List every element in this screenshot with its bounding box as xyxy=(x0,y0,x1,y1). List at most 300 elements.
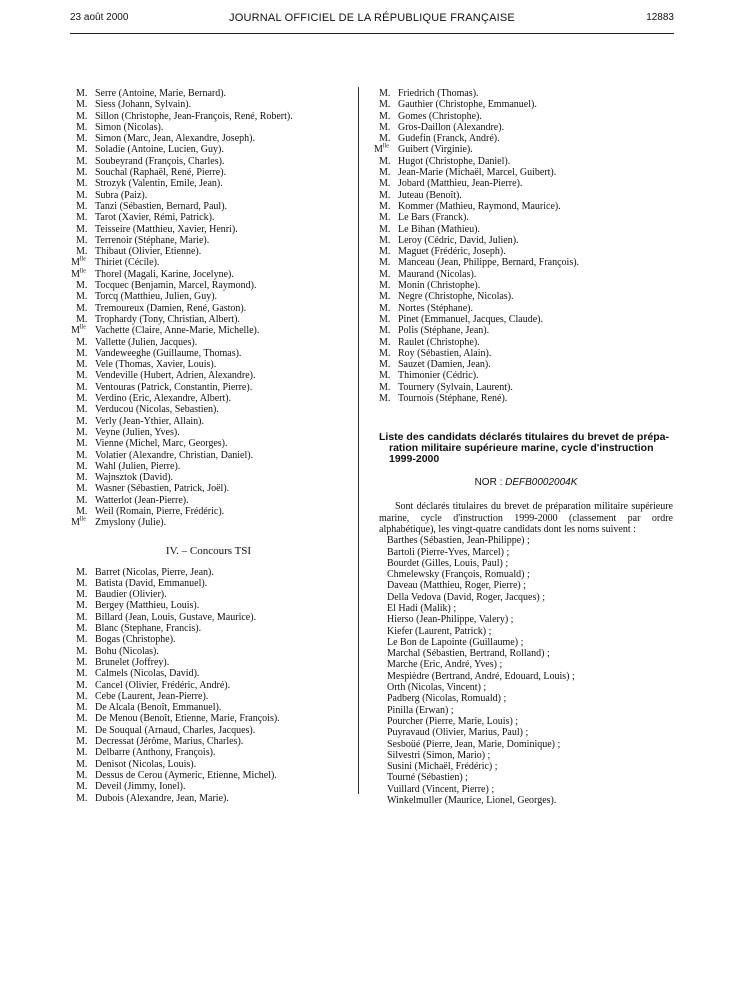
person-name: Verly (Jean-Ythier, Allain). xyxy=(95,415,205,427)
notice-title xyxy=(379,432,673,465)
civility: M. xyxy=(76,483,88,495)
name-row xyxy=(379,393,673,404)
person-name: Dubois (Alexandre, Jean, Marie). xyxy=(95,792,229,804)
civility: M. xyxy=(379,381,391,393)
notice-title-line-2: ration militaire supérieure marine, cycle d'instruction xyxy=(389,442,654,455)
person-name: Negre (Christophe, Nicolas). xyxy=(398,291,514,303)
notice-name-row: Le Bon de Lapointe (Guillaume) ; xyxy=(387,636,524,648)
civility: M. xyxy=(379,178,391,190)
name-row xyxy=(379,178,673,189)
tsi-name-row xyxy=(76,725,341,736)
name-row xyxy=(379,303,673,314)
name-row xyxy=(76,133,341,144)
civility: M. xyxy=(76,600,88,612)
civility: M. xyxy=(76,713,88,725)
civility: M. xyxy=(76,460,88,472)
person-name: Siess (Johann, Sylvain). xyxy=(95,99,192,111)
civility: M. xyxy=(76,747,88,759)
person-name: Nortes (Stéphane). xyxy=(398,302,473,314)
civility: M. xyxy=(76,438,88,450)
person-name: De Alcala (Benoît, Emmanuel). xyxy=(95,702,222,714)
person-name: Soubeyrand (François, Charles). xyxy=(95,155,225,167)
civility: M. xyxy=(379,302,391,314)
civility: M. xyxy=(76,110,88,122)
civility: M. xyxy=(379,336,391,348)
name-row xyxy=(76,144,341,155)
notice-name-row: Pourcher (Pierre, Marie, Louis) ; xyxy=(387,715,519,727)
name-row xyxy=(76,427,341,438)
person-name: Ventouras (Patrick, Constantin, Pierre). xyxy=(95,381,253,393)
civility: M. xyxy=(379,257,391,269)
notice-name-row: Chmelewsky (François, Romuald) ; xyxy=(387,569,530,581)
name-row xyxy=(379,246,673,257)
person-name: Jean-Marie (Michaël, Marcel, Guibert). xyxy=(398,167,557,179)
notice-name-row: Tourné (Sébastien) ; xyxy=(387,772,468,784)
notice-name-row: Hierso (Jean-Philippe, Valery) ; xyxy=(387,614,514,626)
person-name: Verducou (Nicolas, Sebastien). xyxy=(95,404,219,416)
person-name: Trophardy (Tony, Christian, Albert). xyxy=(95,313,240,325)
civility: M. xyxy=(379,291,391,303)
name-row xyxy=(76,393,341,404)
name-row xyxy=(76,111,341,122)
civility: M. xyxy=(379,246,391,258)
header-date: 23 août 2000 xyxy=(70,12,129,23)
tsi-name-row xyxy=(76,623,341,634)
name-row xyxy=(76,291,341,302)
civility: M. xyxy=(76,370,88,382)
notice-name-row: Susini (Michaël, Frédéric) ; xyxy=(387,761,498,773)
name-row xyxy=(76,450,341,461)
name-row xyxy=(71,324,341,337)
civility: M. xyxy=(76,679,88,691)
left-column xyxy=(71,88,341,804)
civility: M. xyxy=(76,505,88,517)
name-row xyxy=(379,314,673,325)
person-name: Veyne (Julien, Yves). xyxy=(95,426,180,438)
person-name: Gomes (Christophe). xyxy=(398,110,482,122)
civility: M. xyxy=(76,223,88,235)
person-name: Hugot (Christophe, Daniel). xyxy=(398,155,511,167)
civility: M. xyxy=(76,212,88,224)
notice-name-row: Barthes (Sébastien, Jean-Philippe) ; xyxy=(387,535,530,547)
name-row xyxy=(71,257,341,269)
person-name: Vallette (Julien, Jacques). xyxy=(95,336,198,348)
name-row xyxy=(76,472,341,483)
person-name: Souchal (Raphaël, René, Pierre). xyxy=(95,167,227,179)
person-name: Barret (Nicolas, Pierre, Jean). xyxy=(95,566,214,578)
person-name: Vele (Thomas, Xavier, Louis). xyxy=(95,359,217,371)
person-name: Deveil (Jimmy, Ionel). xyxy=(95,781,186,793)
civility: $M^{lle}$ xyxy=(71,324,86,337)
tsi-name-row xyxy=(76,702,341,713)
person-name: Brunelet (Joffrey). xyxy=(95,656,170,668)
civility: M. xyxy=(76,302,88,314)
name-row xyxy=(76,212,341,223)
civility: M. xyxy=(76,393,88,405)
notice-name-row: Kiefer (Laurent, Patrick) ; xyxy=(387,625,492,637)
civility: M. xyxy=(379,189,391,201)
civility: M. xyxy=(379,212,391,224)
name-row xyxy=(379,224,673,235)
civility: M. xyxy=(76,178,88,190)
tsi-name-row xyxy=(76,781,341,792)
tsi-name-row xyxy=(76,578,341,589)
civility: M. xyxy=(76,724,88,736)
civility: M. xyxy=(76,611,88,623)
person-name: Jobard (Matthieu, Jean-Pierre). xyxy=(398,178,523,190)
name-row xyxy=(379,257,673,268)
name-row xyxy=(76,190,341,201)
civility: M. xyxy=(76,426,88,438)
civility: M. xyxy=(379,347,391,359)
left-name-list xyxy=(71,88,341,529)
civility: M. xyxy=(379,155,391,167)
column-divider xyxy=(358,87,359,794)
name-row xyxy=(379,337,673,348)
tsi-name-row xyxy=(76,736,341,747)
person-name: Gudefin (Franck, André). xyxy=(398,133,500,145)
nor-code: DEFB0002004K xyxy=(505,477,578,489)
person-name: Decressat (Jérôme, Marius, Charles). xyxy=(95,736,244,748)
name-row xyxy=(76,404,341,415)
person-name: Soladie (Antoine, Lucien, Guy). xyxy=(95,144,224,156)
person-name: Sauzet (Damien, Jean). xyxy=(398,359,491,371)
name-row xyxy=(379,88,673,99)
person-name: Delbarre (Anthony, François). xyxy=(95,747,216,759)
person-name: Tournois (Stéphane, René). xyxy=(398,393,508,405)
person-name: Raulet (Christophe). xyxy=(398,336,480,348)
civility: $M^{lle}$ xyxy=(71,257,86,269)
civility: M. xyxy=(76,690,88,702)
notice-name-row: Padberg (Nicolas, Romuald) ; xyxy=(387,693,507,705)
civility: M. xyxy=(76,472,88,484)
name-row xyxy=(76,461,341,472)
tsi-name-list xyxy=(76,567,341,804)
name-row xyxy=(76,303,341,314)
person-name: Roy (Sébastien, Alain). xyxy=(398,347,492,359)
name-row xyxy=(76,348,341,359)
notice-title-line-3: 1999-2000 xyxy=(389,453,440,466)
right-column xyxy=(374,88,673,807)
civility: M. xyxy=(76,234,88,246)
civility: M. xyxy=(76,634,88,646)
tsi-name-row xyxy=(76,634,341,645)
name-row xyxy=(76,280,341,291)
civility: M. xyxy=(76,769,88,781)
notice-name-row: Silvestri (Simon, Mario) ; xyxy=(387,749,491,761)
person-name: Simon (Nicolas). xyxy=(95,121,164,133)
person-name: Gros-Daillon (Alexandre). xyxy=(398,121,505,133)
person-name: Dessus de Cerou (Aymeric, Etienne, Michel). xyxy=(95,769,277,781)
name-row xyxy=(76,495,341,506)
person-name: Terrenoir (Stéphane, Marie). xyxy=(95,234,210,246)
tsi-name-row xyxy=(76,589,341,600)
tsi-name-row xyxy=(76,680,341,691)
person-name: Monin (Christophe). xyxy=(398,280,481,292)
person-name: Thiriet (Cécile). xyxy=(95,257,160,269)
person-name: Leroy (Cédric, David, Julien). xyxy=(398,234,519,246)
civility: M. xyxy=(76,313,88,325)
person-name: Watterlot (Jean-Pierre). xyxy=(95,494,189,506)
right-name-list xyxy=(374,88,673,405)
civility: M. xyxy=(379,268,391,280)
person-name: Vachette (Claire, Anne-Marie, Michelle). xyxy=(95,325,260,337)
person-name: Maurand (Nicolas). xyxy=(398,268,477,280)
person-name: Simon (Marc, Jean, Alexandre, Joseph). xyxy=(95,133,255,145)
civility: M. xyxy=(76,449,88,461)
civility: M. xyxy=(76,415,88,427)
tsi-name-row xyxy=(76,646,341,657)
person-name: Gauthier (Christophe, Emmanuel). xyxy=(398,99,537,111)
civility: M. xyxy=(76,589,88,601)
name-row xyxy=(76,99,341,110)
person-name: Thimonier (Cédric). xyxy=(398,370,479,382)
notice-name-row: Orth (Nicolas, Vincent) ; xyxy=(387,682,487,694)
person-name: Teisseire (Matthieu, Xavier, Henri). xyxy=(95,223,238,235)
person-name: Tanzi (Sébastien, Bernard, Paul). xyxy=(95,200,228,212)
civility: M. xyxy=(379,110,391,122)
civility: M. xyxy=(76,347,88,359)
person-name: Tarot (Xavier, Rémi, Patrick). xyxy=(95,212,215,224)
civility: M. xyxy=(379,393,391,405)
civility: M. xyxy=(76,155,88,167)
section-iv-title: IV. – Concours TSI xyxy=(165,544,252,557)
person-name: Friedrich (Thomas). xyxy=(398,88,479,99)
civility: M. xyxy=(379,370,391,382)
name-row xyxy=(379,370,673,381)
person-name: Denisot (Nicolas, Louis). xyxy=(95,758,197,770)
name-row xyxy=(379,325,673,336)
civility: M. xyxy=(379,280,391,292)
civility: M. xyxy=(76,623,88,635)
name-row xyxy=(76,337,341,348)
civility: M. xyxy=(76,494,88,506)
person-name: Wajnsztok (David). xyxy=(95,472,174,484)
name-row xyxy=(76,122,341,133)
tsi-name-row xyxy=(76,657,341,668)
person-name: Vendeville (Hubert, Adrien, Alexandre). xyxy=(95,370,256,382)
person-name: Weil (Romain, Pierre, Frédéric). xyxy=(95,505,225,517)
name-row xyxy=(76,201,341,212)
civility: M. xyxy=(76,99,88,111)
notice-name-row: Mespièdre (Bertrand, André, Edouard, Louis) ; xyxy=(387,670,575,682)
notice-name-row: Winkelmuller (Maurice, Lionel, Georges). xyxy=(387,795,557,807)
civility: $M^{lle}$ xyxy=(71,516,86,529)
person-name: Le Bihan (Mathieu). xyxy=(398,223,480,235)
notice-name-row: Sesboüé (Pierre, Jean, Marie, Dominique) ; xyxy=(387,738,561,750)
name-row xyxy=(76,235,341,246)
person-name: Guibert (Virginie). xyxy=(398,144,473,156)
civility: $M^{lle}$ xyxy=(71,268,86,280)
person-name: Sillon (Christophe, Jean-François, René, Robert). xyxy=(95,110,293,122)
person-name: Thibaut (Olivier, Etienne). xyxy=(95,246,202,258)
page-header xyxy=(70,11,674,34)
name-row xyxy=(76,314,341,325)
civility: M. xyxy=(379,200,391,212)
person-name: Calmels (Nicolas, David). xyxy=(95,668,200,680)
tsi-name-row xyxy=(76,567,341,578)
name-row xyxy=(379,212,673,223)
person-name: Bohu (Nicolas). xyxy=(95,645,159,657)
civility: M. xyxy=(76,566,88,578)
person-name: Baudier (Olivier). xyxy=(95,589,167,601)
person-name: Zmyslony (Julie). xyxy=(95,517,167,529)
notice-name-row: El Hadi (Malik) ; xyxy=(387,602,457,614)
person-name: Pinet (Emmanuel, Jacques, Claude). xyxy=(398,313,543,325)
person-name: Billard (Jean, Louis, Gustave, Maurice). xyxy=(95,611,257,623)
civility: M. xyxy=(76,121,88,133)
name-row xyxy=(76,382,341,393)
name-row xyxy=(379,201,673,212)
name-row xyxy=(379,167,673,178)
tsi-name-row xyxy=(76,793,341,804)
notice-name-row: Della Vedova (David, Roger, Jacques) ; xyxy=(387,591,545,603)
civility: M. xyxy=(379,88,391,99)
civility: M. xyxy=(76,246,88,258)
civility: M. xyxy=(76,381,88,393)
person-name: Strozyk (Valentin, Emile, Jean). xyxy=(95,178,223,190)
name-row xyxy=(76,178,341,189)
notice-name-row: Pinilla (Erwan) ; xyxy=(387,704,454,716)
civility: M. xyxy=(76,88,88,99)
person-name: Tournery (Sylvain, Laurent). xyxy=(398,381,513,393)
name-row xyxy=(76,483,341,494)
person-name: Cancel (Olivier, Frédéric, André). xyxy=(95,679,231,691)
name-row xyxy=(71,268,341,280)
person-name: Vienne (Michel, Marc, Georges). xyxy=(95,438,228,450)
person-name: Wasner (Sébastien, Patrick, Joël). xyxy=(95,483,230,495)
civility: M. xyxy=(76,736,88,748)
name-row xyxy=(76,156,341,167)
civility: M. xyxy=(379,325,391,337)
person-name: Juteau (Benoît). xyxy=(398,189,462,201)
name-row xyxy=(379,122,673,133)
notice-title-line-1: Liste des candidats déclarés titulaires du brevet de prépa- xyxy=(379,431,670,444)
notice-intro: Sont déclarés titulaires du brevet de préparation militaire supérieure marine, cycle d'instruction 1999-2000 (classement par ordre alphabétique), les vingt-quatre candidats dont les noms suivent : xyxy=(379,501,673,535)
name-row xyxy=(379,280,673,291)
name-row xyxy=(379,359,673,370)
civility: M. xyxy=(76,144,88,156)
person-name: De Souqual (Arnaud, Charles, Jacques). xyxy=(95,724,256,736)
name-row xyxy=(76,506,341,517)
name-row xyxy=(76,416,341,427)
name-row xyxy=(379,156,673,167)
name-row xyxy=(379,190,673,201)
name-row xyxy=(71,516,341,529)
header-page-number: 12883 xyxy=(646,12,674,23)
civility: M. xyxy=(76,359,88,371)
civility: M. xyxy=(76,280,88,292)
name-row xyxy=(76,88,341,99)
person-name: Tremoureux (Damien, René, Gaston). xyxy=(95,302,247,314)
notice-name-row: Marche (Eric, André, Yves) ; xyxy=(387,659,503,671)
civility: M. xyxy=(76,167,88,179)
person-name: Serre (Antoine, Marie, Bernard). xyxy=(95,88,227,99)
civility: M. xyxy=(379,133,391,145)
person-name: Tocquec (Benjamin, Marcel, Raymond). xyxy=(95,280,257,292)
notice-name-row: Puyravaud (Olivier, Marius, Paul) ; xyxy=(387,727,529,739)
person-name: Polis (Stéphane, Jean). xyxy=(398,325,490,337)
notice-name-row: Marchal (Sébastien, Bertrand, Rolland) ; xyxy=(387,648,550,660)
civility: M. xyxy=(76,668,88,680)
civility: M. xyxy=(379,99,391,111)
nor-reference xyxy=(379,477,673,488)
civility: M. xyxy=(76,792,88,804)
name-row xyxy=(379,269,673,280)
civility: M. xyxy=(379,234,391,246)
person-name: Vandeweeghe (Guillaume, Thomas). xyxy=(95,347,242,359)
name-row xyxy=(379,99,673,110)
tsi-name-row xyxy=(76,668,341,679)
person-name: Bogas (Christophe). xyxy=(95,634,176,646)
civility: M. xyxy=(379,223,391,235)
name-row xyxy=(76,246,341,257)
civility: M. xyxy=(76,702,88,714)
notice-name-row: Bourdet (Gilles, Louis, Paul) ; xyxy=(387,557,509,569)
person-name: Thorel (Magali, Karine, Jocelyne). xyxy=(95,268,234,280)
name-row xyxy=(76,359,341,370)
civility: M. xyxy=(379,313,391,325)
name-row xyxy=(379,291,673,302)
person-name: Batista (David, Emmanuel). xyxy=(95,577,208,589)
person-name: Bergey (Matthieu, Louis). xyxy=(95,600,200,612)
civility: M. xyxy=(379,359,391,371)
person-name: De Menou (Benoît, Etienne, Marie, François). xyxy=(95,713,280,725)
header-title: JOURNAL OFFICIEL DE LA RÉPUBLIQUE FRANÇAISE xyxy=(229,12,515,24)
civility: M. xyxy=(379,167,391,179)
civility: $M^{lle}$ xyxy=(374,144,389,156)
civility: M. xyxy=(76,758,88,770)
tsi-name-row xyxy=(76,770,341,781)
civility: M. xyxy=(76,781,88,793)
name-row xyxy=(379,382,673,393)
notice-name-list xyxy=(379,535,673,806)
civility: M. xyxy=(379,121,391,133)
nor-label: NOR : xyxy=(474,477,503,489)
person-name: Le Bars (Franck). xyxy=(398,212,469,224)
name-row xyxy=(379,348,673,359)
civility: M. xyxy=(76,291,88,303)
person-name: Manceau (Jean, Philippe, Bernard, François). xyxy=(398,257,580,269)
person-name: Kommer (Mathieu, Raymond, Maurice). xyxy=(398,200,561,212)
name-row xyxy=(76,370,341,381)
name-row xyxy=(76,438,341,449)
person-name: Maguet (Frédéric, Joseph). xyxy=(398,246,506,258)
person-name: Blanc (Stephane, Francis). xyxy=(95,623,202,635)
civility: M. xyxy=(76,200,88,212)
name-row xyxy=(379,111,673,122)
civility: M. xyxy=(76,189,88,201)
person-name: Subra (Paiz). xyxy=(95,189,148,201)
name-row xyxy=(76,167,341,178)
notice-name-row: Vuillard (Vincent, Pierre) ; xyxy=(387,783,495,795)
tsi-name-row xyxy=(76,691,341,702)
notice-name-row: Bartoli (Pierre-Yves, Marcel) ; xyxy=(387,546,510,558)
name-row xyxy=(379,235,673,246)
tsi-name-row xyxy=(76,759,341,770)
person-name: Torcq (Matthieu, Julien, Guy). xyxy=(95,291,218,303)
notice-name-row: Daveau (Matthieu, Roger, Pierre) ; xyxy=(387,580,526,592)
civility: M. xyxy=(76,336,88,348)
tsi-name-row xyxy=(76,600,341,611)
tsi-name-row xyxy=(76,713,341,724)
tsi-name-row xyxy=(76,612,341,623)
person-name: Wahl (Julien, Pierre). xyxy=(95,460,181,472)
person-name: Verdino (Eric, Alexandre, Albert). xyxy=(95,393,232,405)
name-row xyxy=(374,144,673,156)
name-row xyxy=(76,224,341,235)
civility: M. xyxy=(76,404,88,416)
